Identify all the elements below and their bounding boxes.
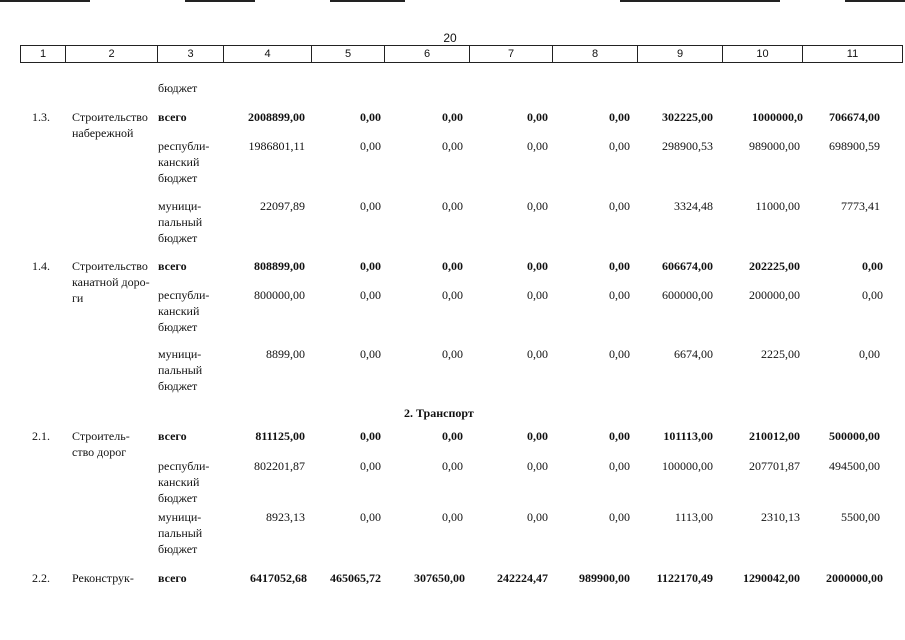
value-cell: 0,00 (360, 199, 381, 213)
column-header: 10 (723, 45, 803, 63)
value-cell: 0,00 (609, 199, 630, 213)
value-cell: 811125,00 (255, 429, 305, 443)
value-cell: 2310,13 (761, 510, 800, 524)
value-cell: 0,00 (609, 110, 630, 124)
value-cell: 706674,00 (829, 110, 880, 124)
column-header: 4 (224, 45, 312, 63)
budget-type-municipal: муници- пальный бюджет (158, 347, 203, 393)
value-cell: 1000000,0 (752, 110, 803, 124)
value-cell: 100000,00 (662, 459, 713, 473)
value-cell: 298900,53 (662, 139, 713, 153)
column-header: 8 (553, 45, 638, 63)
value-cell: 1122170,49 (656, 571, 713, 585)
value-cell: 0,00 (360, 110, 381, 124)
value-cell: 307650,00 (414, 571, 465, 585)
value-cell: 200000,00 (749, 288, 800, 302)
value-cell: 2225,00 (761, 347, 800, 361)
column-header: 9 (638, 45, 723, 63)
budget-type-total: всего (158, 259, 187, 273)
column-header: 7 (470, 45, 553, 63)
value-cell: 0,00 (442, 288, 463, 302)
value-cell: 0,00 (609, 510, 630, 524)
value-cell: 0,00 (527, 347, 548, 361)
budget-type-municipal: муници- пальный бюджет (158, 199, 203, 245)
value-cell: 494500,00 (829, 459, 880, 473)
value-cell: 8899,00 (266, 347, 305, 361)
budget-type-republic: республи- канский бюджет (158, 459, 210, 505)
continued-budget-label: бюджет (158, 81, 198, 95)
value-cell: 3324,48 (674, 199, 713, 213)
value-cell: 0,00 (360, 288, 381, 302)
top-rule (330, 0, 405, 2)
row-name: Строительство набережной (72, 110, 148, 140)
budget-type-republic: республи- канский бюджет (158, 288, 210, 334)
row-name: Строитель- ство дорог (72, 429, 130, 459)
value-cell: 7773,41 (841, 199, 880, 213)
value-cell: 0,00 (527, 139, 548, 153)
top-rule (0, 0, 90, 2)
value-cell: 808899,00 (254, 259, 305, 273)
value-cell: 0,00 (442, 429, 463, 443)
top-rule (620, 0, 780, 2)
value-cell: 11000,00 (755, 199, 800, 213)
value-cell: 606674,00 (662, 259, 713, 273)
value-cell: 1290042,00 (743, 571, 800, 585)
column-header: 6 (385, 45, 470, 63)
row-number: 1.3. (32, 110, 50, 124)
value-cell: 0,00 (360, 347, 381, 361)
budget-type-republic: республи- канский бюджет (158, 139, 210, 185)
budget-type-total: всего (158, 571, 187, 585)
value-cell: 22097,89 (260, 199, 305, 213)
row-name: Реконструк- (72, 571, 134, 585)
column-header: 5 (312, 45, 385, 63)
value-cell: 302225,00 (662, 110, 713, 124)
value-cell: 242224,47 (497, 571, 548, 585)
value-cell: 6674,00 (674, 347, 713, 361)
value-cell: 0,00 (527, 110, 548, 124)
value-cell: 0,00 (442, 199, 463, 213)
value-cell: 0,00 (859, 347, 880, 361)
value-cell: 2000000,00 (826, 571, 883, 585)
value-cell: 6417052,68 (250, 571, 307, 585)
column-header: 1 (20, 45, 66, 63)
top-rule (845, 0, 905, 2)
value-cell: 0,00 (442, 459, 463, 473)
value-cell: 0,00 (527, 259, 548, 273)
value-cell: 202225,00 (749, 259, 800, 273)
value-cell: 207701,87 (749, 459, 800, 473)
value-cell: 0,00 (609, 288, 630, 302)
section-heading: 2. Транспорт (404, 406, 474, 420)
value-cell: 0,00 (442, 510, 463, 524)
value-cell: 698900,59 (829, 139, 880, 153)
value-cell: 0,00 (527, 288, 548, 302)
value-cell: 0,00 (360, 429, 381, 443)
value-cell: 101113,00 (663, 429, 713, 443)
value-cell: 1113,00 (674, 510, 713, 524)
value-cell: 0,00 (360, 510, 381, 524)
value-cell: 0,00 (442, 259, 463, 273)
row-name: Строительство канатной доро- ги (72, 259, 150, 305)
value-cell: 0,00 (609, 139, 630, 153)
value-cell: 0,00 (609, 259, 630, 273)
value-cell: 0,00 (609, 459, 630, 473)
value-cell: 0,00 (442, 110, 463, 124)
value-cell: 0,00 (527, 199, 548, 213)
value-cell: 0,00 (527, 459, 548, 473)
value-cell: 1986801,11 (248, 139, 305, 153)
value-cell: 465065,72 (330, 571, 381, 585)
row-number: 2.1. (32, 429, 50, 443)
value-cell: 800000,00 (254, 288, 305, 302)
value-cell: 0,00 (360, 139, 381, 153)
value-cell: 0,00 (862, 288, 883, 302)
value-cell: 0,00 (360, 459, 381, 473)
value-cell: 0,00 (609, 429, 630, 443)
value-cell: 0,00 (862, 259, 883, 273)
column-header: 2 (66, 45, 158, 63)
value-cell: 802201,87 (254, 459, 305, 473)
value-cell: 0,00 (609, 347, 630, 361)
value-cell: 0,00 (527, 429, 548, 443)
value-cell: 210012,00 (749, 429, 800, 443)
value-cell: 0,00 (527, 510, 548, 524)
value-cell: 500000,00 (829, 429, 880, 443)
column-header: 11 (803, 45, 903, 63)
value-cell: 5500,00 (841, 510, 880, 524)
value-cell: 8923,13 (266, 510, 305, 524)
page-number: 20 (443, 31, 457, 45)
budget-type-total: всего (158, 429, 187, 443)
value-cell: 989900,00 (579, 571, 630, 585)
value-cell: 2008899,00 (248, 110, 305, 124)
value-cell: 600000,00 (662, 288, 713, 302)
row-number: 1.4. (32, 259, 50, 273)
budget-type-total: всего (158, 110, 187, 124)
row-number: 2.2. (32, 571, 50, 585)
value-cell: 989000,00 (749, 139, 800, 153)
value-cell: 0,00 (442, 347, 463, 361)
budget-type-municipal: муници- пальный бюджет (158, 510, 203, 556)
value-cell: 0,00 (442, 139, 463, 153)
value-cell: 0,00 (360, 259, 381, 273)
column-header: 3 (158, 45, 224, 63)
top-rule (185, 0, 255, 2)
